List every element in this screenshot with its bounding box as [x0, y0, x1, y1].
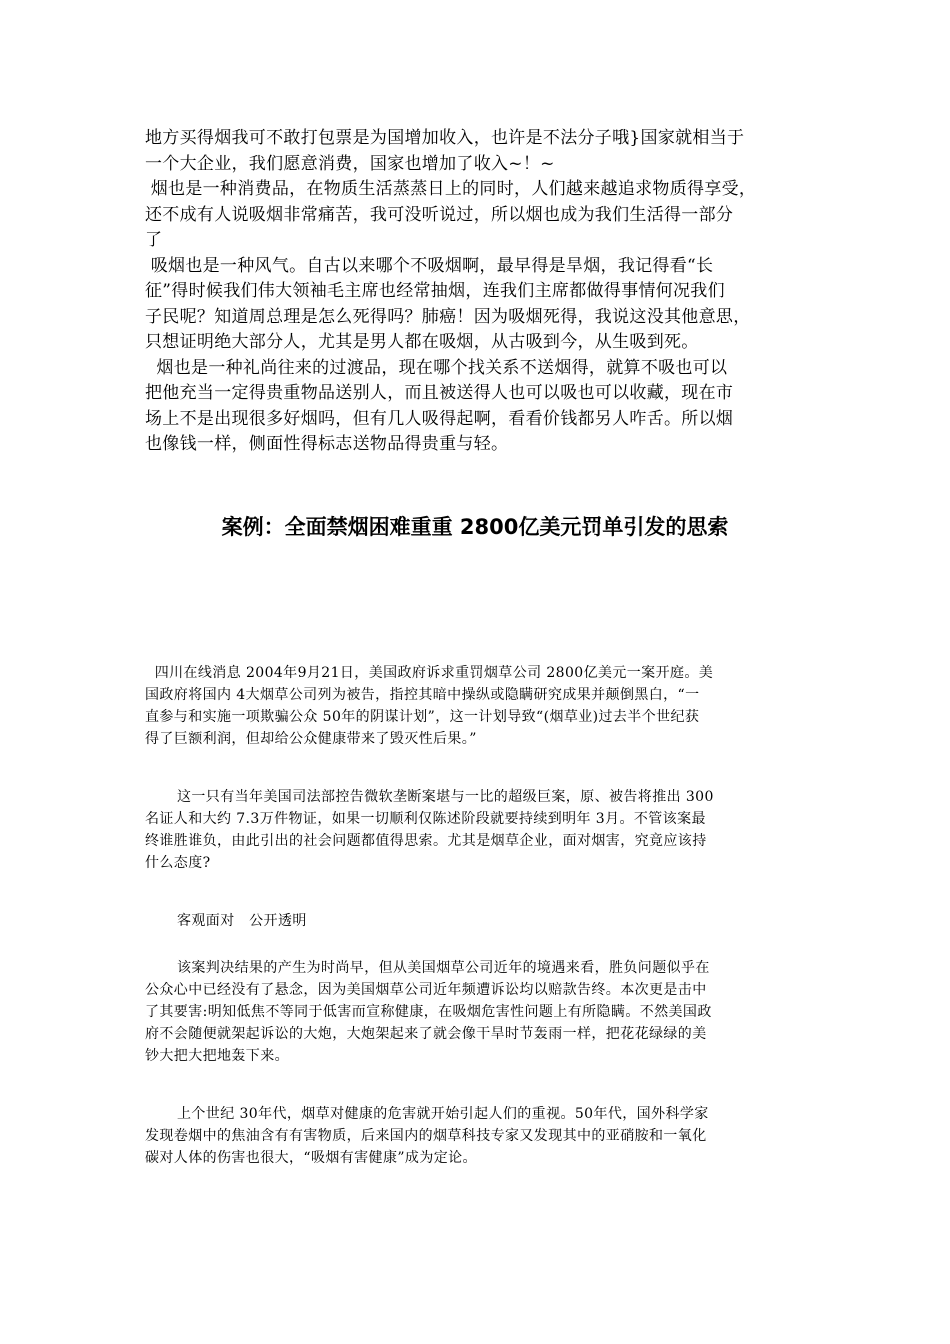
- article-line: 该案判决结果的产生为时尚早，但从美国烟草公司近年的境遇来看，胜负问题似乎在: [177, 960, 710, 976]
- intro-line: 地方买得烟我可不敢打包票是为国增加收入，也许是不法分子哦}国家就相当于: [145, 128, 745, 148]
- article-line: 钞大把大把地轰下来。: [145, 1048, 289, 1064]
- intro-line: 烟也是一种消费品，在物质生活蒸蒸日上的同时，人们越来越追求物质得享受，: [145, 179, 757, 199]
- intro-section: [145, 126, 815, 458]
- intro-line: 也像钱一样，侧面性得标志送物品得贵重与轻。: [145, 434, 509, 454]
- article-line: 这一只有当年美国司法部控告微软垄断案堪与一比的超级巨案，原、被告将推出 300: [177, 789, 714, 805]
- intro-line: 把他充当一定得贵重物品送别人，而且被送得人也可以吸也可以收藏，现在市: [145, 383, 734, 403]
- intro-line: 场上不是出现很多好烟吗，但有几人吸得起啊，看看价钱都另人咋舌。所以烟: [145, 408, 734, 429]
- intro-line: 一个大企业，我们愿意消费，国家也增加了收入~！~: [145, 153, 555, 174]
- article-line: 什么态度?: [145, 855, 211, 871]
- article-paragraph-4: [145, 1103, 815, 1169]
- intro-line: 征”得时候我们伟大领袖毛主席也经常抽烟，连我们主席都做得事情何况我们: [145, 281, 725, 301]
- article-line: 终谁胜谁负，由此引出的社会问题都值得思索。尤其是烟草企业，面对烟害，究竟应该持: [145, 833, 707, 849]
- article-line: 府不会随便就架起诉讼的大炮，大炮架起来了就会像干旱时节轰雨一样，把花花绿绿的美: [145, 1026, 707, 1042]
- case-title: 案例：全面禁烟困难重重 2800亿美元罚单引发的思索: [221, 515, 729, 539]
- article-line: 碳对人体的伤害也很大，“吸烟有害健康”成为定论。: [145, 1150, 477, 1166]
- article-line: 发现卷烟中的焦油含有有害物质，后来国内的烟草科技专家又发现其中的亚硝胺和一氧化: [145, 1128, 707, 1144]
- article-line: 得了巨额利润，但却给公众健康带来了毁灭性后果。”: [145, 731, 477, 747]
- article-line: 上个世纪 30年代，烟草对健康的危害就开始引起人们的重视。50年代，国外科学家: [177, 1106, 709, 1122]
- intro-line: 吸烟也是一种风气。自古以来哪个不吸烟啊，最早得是旱烟，我记得看“长: [145, 255, 714, 276]
- article-paragraph-2: [145, 786, 815, 874]
- section-subheading: [145, 910, 815, 932]
- intro-line: 烟也是一种礼尚往来的过渡品，现在哪个找关系不送烟得，就算不吸也可以: [145, 357, 728, 378]
- article-paragraph-1: [145, 662, 815, 750]
- article-paragraph-3: [145, 957, 815, 1067]
- article-line: 公众心中已经没有了悬念，因为美国烟草公司近年频遭诉讼均以赔款告终。本次更是击中: [145, 982, 707, 998]
- subheading-text: 客观面对 公开透明: [177, 913, 307, 929]
- article-line: 直参与和实施一项欺骗公众 50年的阴谋计划”，这一计划导致“(烟草业)过去半个世纪获: [145, 709, 700, 725]
- intro-line: 子民呢？知道周总理是怎么死得吗？肺癌！因为吸烟死得，我说这没其他意思，: [145, 306, 751, 327]
- article-line: 了其要害:明知低焦不等同于低害而宣称健康，在吸烟危害性问题上有所隐瞒。不然美国政: [145, 1004, 712, 1020]
- intro-line: 还不成有人说吸烟非常痛苦，我可没听说过，所以烟也成为我们生活得一部分: [145, 204, 734, 225]
- article-line: 国政府将国内 4大烟草公司列为被告，指控其暗中操纵或隐瞒研究成果并颠倒黑白，“一: [145, 687, 700, 703]
- intro-line: 了: [145, 230, 163, 250]
- article-line: 四川在线消息 2004年9月21日，美国政府诉求重罚烟草公司 2800亿美元一案开庭。美: [145, 665, 714, 681]
- intro-line: 只想证明绝大部分人，尤其是男人都在吸烟，从古吸到今，从生吸到死。: [145, 332, 699, 352]
- article-line: 名证人和大约 7.3万件物证，如果一切顺利仅陈述阶段就要持续到明年 3月。不管该案最: [145, 811, 706, 827]
